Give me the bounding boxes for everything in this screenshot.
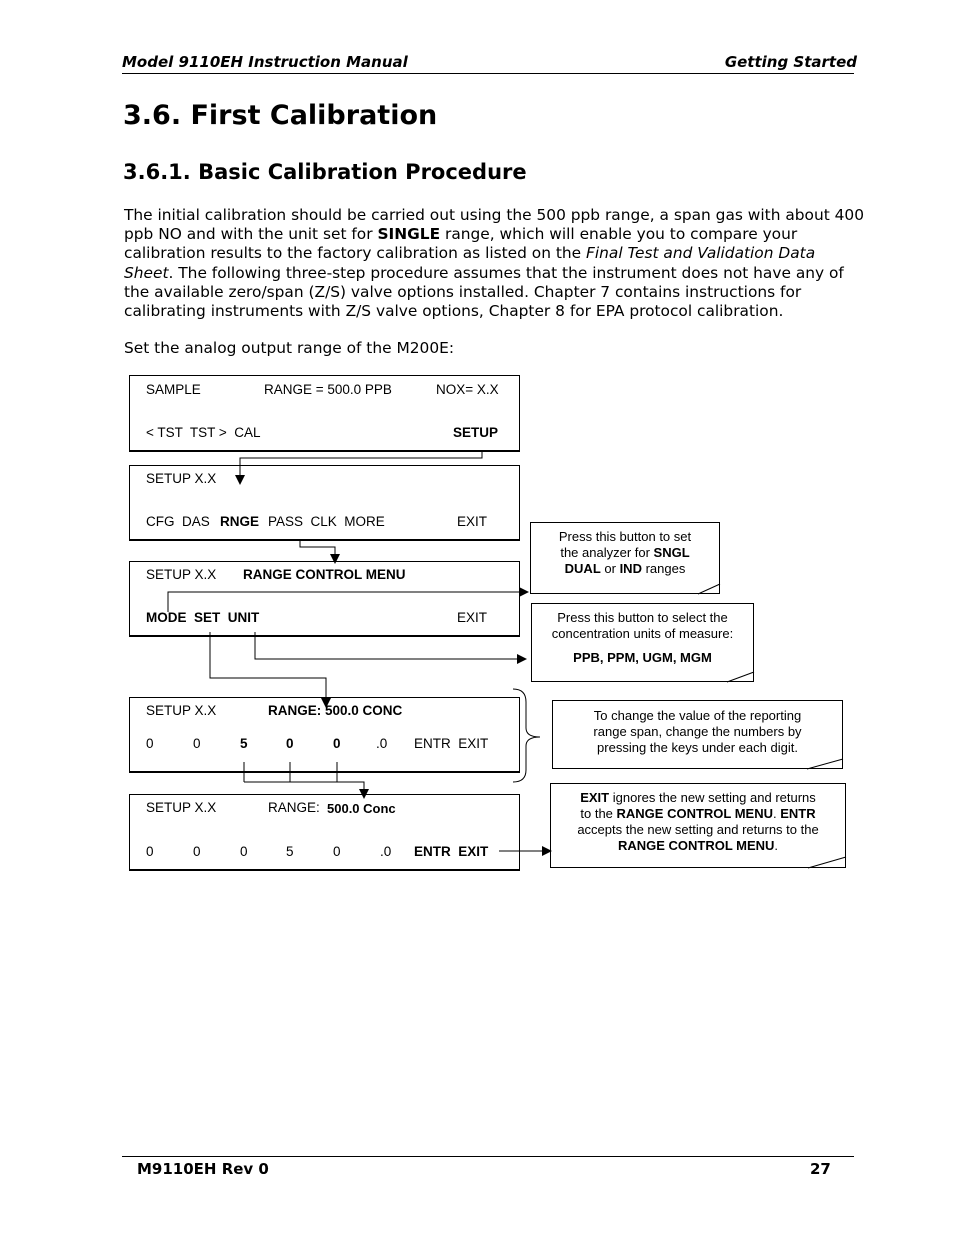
footer-revision: M9110EH Rev 0 (137, 1160, 269, 1178)
screen1-mode: SAMPLE (146, 382, 201, 397)
fold-corner (698, 584, 720, 594)
mode-set-unit-keys[interactable]: MODE SET UNIT (146, 610, 260, 625)
arrow-unit (255, 632, 526, 659)
entr-exit-keys[interactable]: ENTR EXIT (414, 736, 489, 751)
digit-key[interactable]: 0 (333, 844, 341, 859)
digit-key[interactable]: 0 (240, 844, 248, 859)
header-section: Getting Started (724, 53, 857, 71)
arrow-set (210, 632, 326, 707)
screen2-exit-key[interactable]: EXIT (457, 514, 488, 529)
cfg-das-keys[interactable]: CFG DAS (146, 514, 210, 529)
screen5-range-label: RANGE: (268, 800, 320, 815)
intro-paragraph: The initial calibration should be carried out using the 500 ppb range, a span gas with about 400 ppb NO and with the unit set for SINGLE range, which will enable you to compare your calibration results to the factory calibration as listed on the Final Test and Validation Data Sheet. The following three-step procedure assumes that the instrument does not have any of the available zero/span (Z/S) valve options installed. Chapter 7 contains instructions for calibrating instruments with Z/S valve options, Chapter 8 for EPA protocol calibration. (124, 206, 865, 321)
page-number: 27 (810, 1160, 831, 1178)
digit-key[interactable]: 0 (146, 844, 154, 859)
brace (513, 689, 540, 782)
setup-key[interactable]: SETUP (453, 425, 499, 440)
footer-rule (122, 1156, 854, 1157)
subsection-title: 3.6.1. Basic Calibration Procedure (123, 160, 527, 184)
digit-key[interactable]: 0 (193, 844, 201, 859)
header-title: Model 9110EH Instruction Manual (122, 53, 408, 71)
screen1-keys[interactable]: < TST TST > CAL (146, 425, 261, 440)
screen5-range-value: 500.0 Conc (327, 801, 396, 816)
digit-key[interactable]: .0 (380, 844, 392, 859)
note-mode: Press this button to set the analyzer for SNGL DUAL or IND ranges (530, 522, 720, 594)
arrow-mode (168, 592, 528, 612)
arrow-rnge (300, 541, 335, 563)
lead-in-text: Set the analog output range of the M200E: (124, 339, 455, 357)
rnge-key[interactable]: RNGE (220, 514, 260, 529)
note-exit-entr: EXIT ignores the new setting and returns to the RANGE CONTROL MENU. ENTR accepts the new setting and returns to the RANGE CONTROL MENU. (550, 783, 846, 868)
screen5-title: SETUP X.X (146, 800, 217, 815)
screen4-range: RANGE: 500.0 CONC (268, 703, 403, 718)
digit-key[interactable]: .0 (376, 736, 388, 751)
screen1-nox: NOX= X.X (436, 382, 499, 397)
fold-corner (727, 672, 754, 682)
digit-key[interactable]: 5 (286, 844, 294, 859)
section-title: 3.6. First Calibration (123, 100, 438, 131)
screen3-title: SETUP X.X (146, 567, 217, 582)
screen4-title: SETUP X.X (146, 703, 217, 718)
digit-key[interactable]: 0 (286, 736, 294, 751)
fold-corner (807, 759, 843, 769)
fold-corner (808, 857, 846, 868)
screen3-menu-name: RANGE CONTROL MENU (243, 567, 406, 582)
pass-clk-more-keys[interactable]: PASS CLK MORE (268, 514, 385, 529)
digit-key[interactable]: 0 (146, 736, 154, 751)
arrow-digits (244, 782, 364, 798)
screen1-range: RANGE = 500.0 PPB (264, 382, 392, 397)
digit-key[interactable]: 0 (193, 736, 201, 751)
screen3-exit-key[interactable]: EXIT (457, 610, 488, 625)
arrow-setup (240, 452, 482, 484)
note-span: To change the value of the reporting range span, change the numbers by pressing the keys under each digit. (552, 700, 843, 769)
digit-key[interactable]: 0 (333, 736, 341, 751)
screen2-title: SETUP X.X (146, 471, 217, 486)
digit-key[interactable]: 5 (240, 736, 248, 751)
entr-exit-keys-bold[interactable]: ENTR EXIT (414, 844, 489, 859)
note-unit: Press this button to select the concentration units of measure: PPB, PPM, UGM, MGM (531, 603, 754, 682)
